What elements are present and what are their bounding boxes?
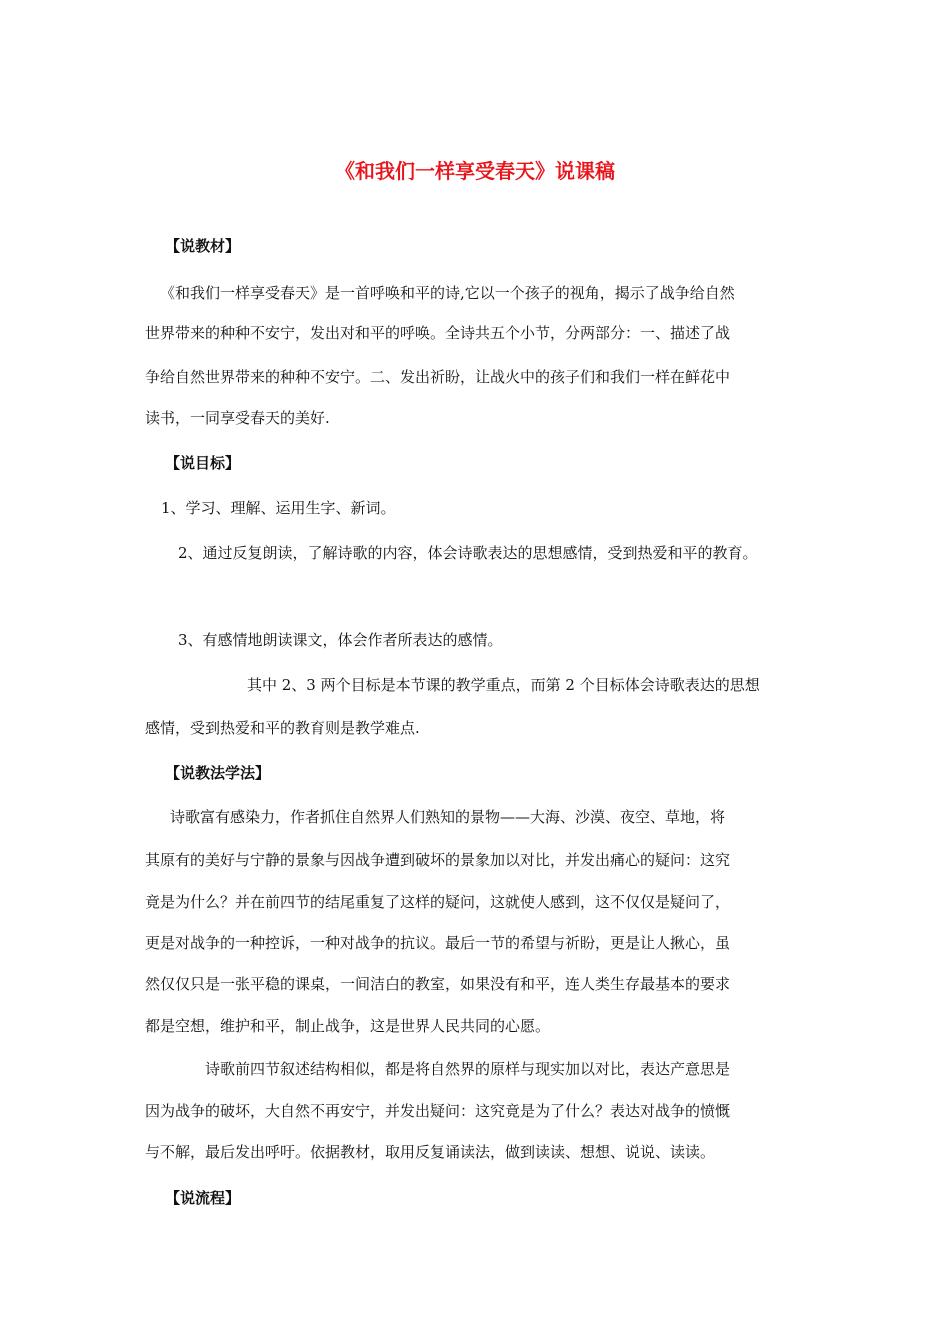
paragraph-line: 竟是为什么？并在前四节的结尾重复了这样的疑问，这就使人感到，这不仅仅是疑问了，	[145, 893, 731, 911]
paragraph-line: 读书，一同享受春天的美好.	[145, 409, 330, 427]
paragraph-line: 《和我们一样享受春天》是一首呼唤和平的诗,它以一个孩子的视角，揭示了战争给自然	[160, 284, 735, 302]
objective-item: 3、有感情地朗读课文，体会作者所表达的感情。	[178, 631, 503, 649]
paragraph-line: 诗歌富有感染力，作者抓住自然界人们熟知的景物——大海、沙漠、夜空、草地，将	[170, 808, 726, 826]
paragraph-line: 与不解，最后发出呼吁。依据教材，取用反复诵读法，做到读读、想想、说说、读读。	[145, 1143, 716, 1161]
document-title: 《和我们一样享受春天》说课稿	[335, 159, 615, 183]
objective-item: 2、通过反复朗读，了解诗歌的内容，体会诗歌表达的思想感情，受到热爱和平的教育。	[178, 544, 758, 562]
section-heading-methods: 【说教法学法】	[165, 764, 271, 782]
paragraph-line: 更是对战争的一种控诉，一种对战争的抗议。最后一节的希望与祈盼，更是让人揪心，虽	[145, 934, 731, 952]
paragraph-line: 因为战争的破坏，大自然不再安宁，并发出疑问：这究竟是为了什么？表达对战争的愤慨	[145, 1102, 731, 1120]
objective-item: 1、学习、理解、运用生字、新词。	[161, 499, 396, 517]
paragraph-line: 争给自然世界带来的种种不安宁。二、发出祈盼，让战火中的孩子们和我们一样在鲜花中	[145, 368, 731, 386]
paragraph-line: 感情，受到热爱和平的教育则是教学难点.	[145, 719, 420, 737]
paragraph-line: 世界带来的种种不安宁，发出对和平的呼唤。全诗共五个小节，分两部分：一、描述了战	[145, 324, 731, 342]
section-heading-objectives: 【说目标】	[165, 454, 241, 472]
paragraph-line: 都是空想，维护和平，制止战争，这是世界人民共同的心愿。	[145, 1017, 551, 1035]
section-heading-materials: 【说教材】	[165, 237, 241, 255]
section-heading-process: 【说流程】	[165, 1189, 241, 1207]
paragraph-line: 其中 2、3 两个目标是本节课的教学重点，而第 2 个目标体会诗歌表达的思想	[247, 676, 760, 694]
paragraph-line: 其原有的美好与宁静的景象与因战争遭到破坏的景象加以对比，并发出痛心的疑问：这究	[145, 851, 731, 869]
paragraph-line: 然仅仅只是一张平稳的课桌，一间洁白的教室，如果没有和平，连人类生存最基本的要求	[145, 975, 731, 993]
paragraph-line: 诗歌前四节叙述结构相似，都是将自然界的原样与现实加以对比，表达产意思是	[205, 1060, 731, 1078]
